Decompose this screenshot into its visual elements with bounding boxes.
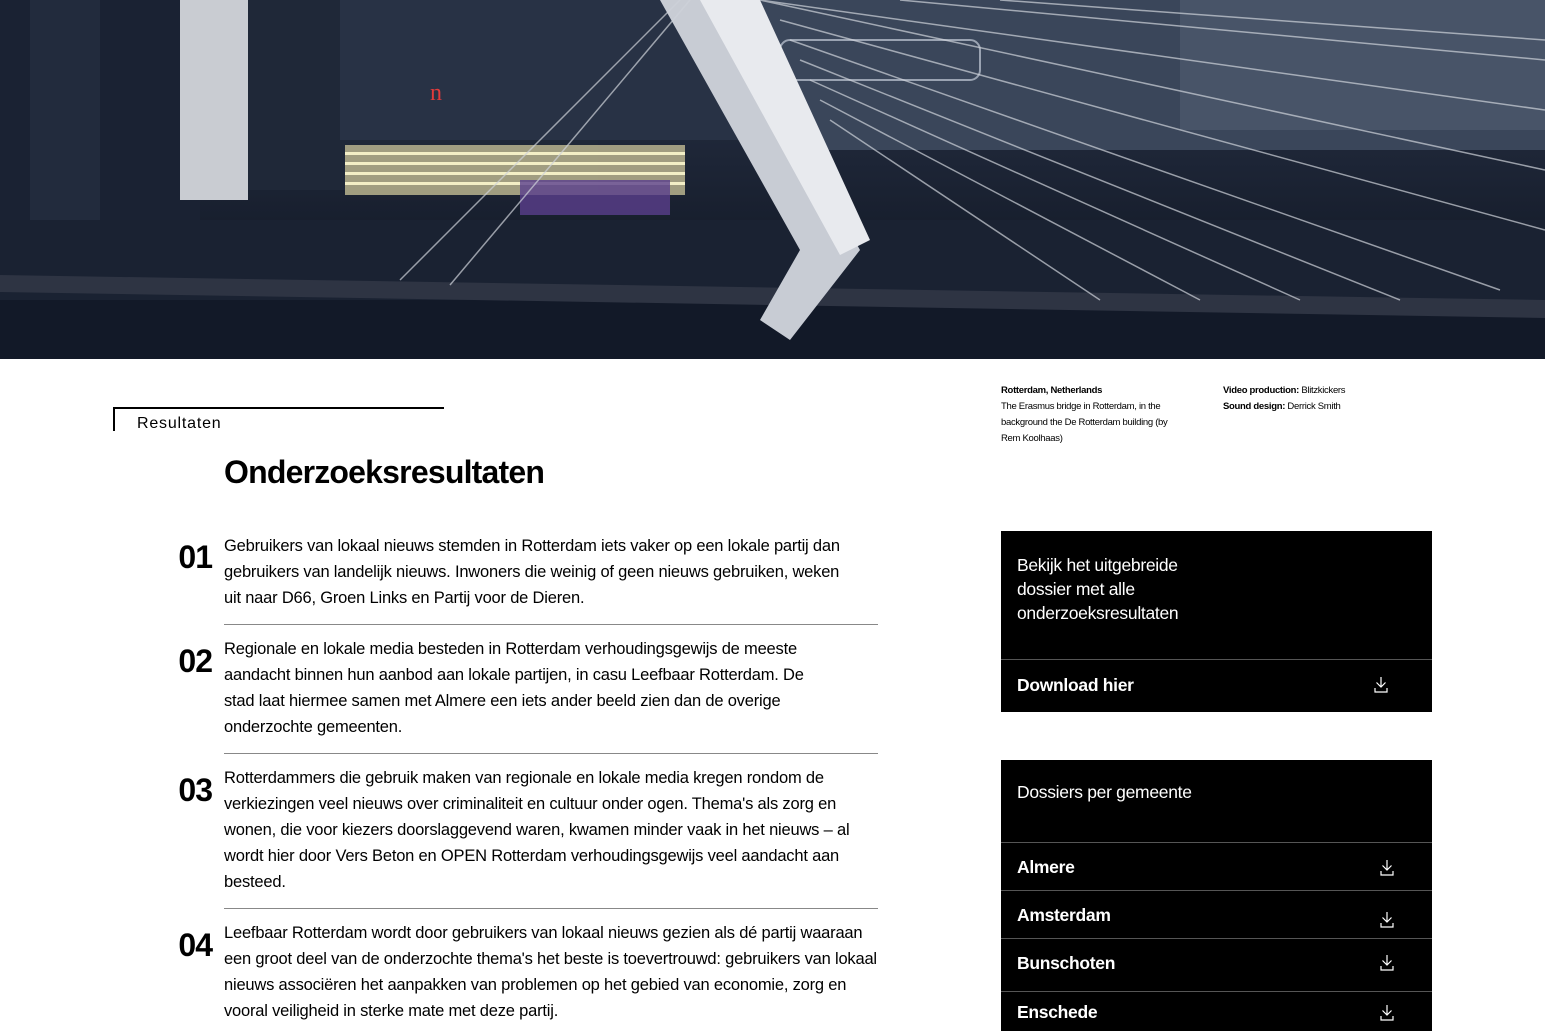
result-item xyxy=(160,625,880,754)
svg-text:n: n xyxy=(430,80,442,106)
hero-illustration xyxy=(0,0,1545,359)
caption-description: The Erasmus bridge in Rotterdam, in the background the De Rotterdam building (by Rem Koolhaas) xyxy=(1001,401,1168,444)
download-icon xyxy=(1380,911,1394,928)
download-dossier-button[interactable] xyxy=(1001,660,1432,712)
result-text: Regionale en lokale media besteden in Rotterdam verhoudingsgewijs de meeste aandacht binnen hun aanbod aan lokale partijen, in casu Leefbaar Rotterdam. De stad laat hiermee samen met Almere een iets ander beeld zien dan de overige onderzochte gemeenten. xyxy=(224,640,804,736)
page-title: Onderzoeksresultaten xyxy=(224,454,545,490)
gemeente-dossiers-box xyxy=(1001,760,1432,1031)
result-number: 01 xyxy=(178,539,212,575)
result-item xyxy=(160,533,880,625)
gemeente-item-almere[interactable] xyxy=(1001,842,1432,890)
hero-image xyxy=(0,0,1545,359)
result-number: 04 xyxy=(178,927,212,963)
result-text: Rotterdammers die gebruik maken van regionale en lokale media kregen rondom de verkiezingen veel nieuws over criminaliteit en cultuur onder ogen. Thema's als zorg en wonen, die voor kiezers doorslaggevend waren, kwamen minder vaak in het nieuws – al wordt hier door Vers Beton en OPEN Rotterdam verhoudingsgewijs veel aandacht aan besteed. xyxy=(224,769,850,891)
download-icon xyxy=(1374,676,1388,693)
sound-design-value: Derrick Smith xyxy=(1287,401,1341,412)
photo-credits xyxy=(1223,383,1423,415)
result-text: Gebruikers van lokaal nieuws stemden in Rotterdam iets vaker op een lokale partij dan gebruikers van landelijk nieuws. Inwoners die weinig of geen nieuws gebruiken, weken uit naar D66, Groen Links en Partij voor de Dieren. xyxy=(224,537,840,607)
gemeente-item-bunschoten[interactable] xyxy=(1001,938,1432,986)
result-number: 02 xyxy=(178,643,212,679)
download-icon xyxy=(1380,1004,1394,1021)
video-production-value: Blitzkickers xyxy=(1301,385,1346,396)
result-item xyxy=(160,754,880,909)
gemeente-item-amsterdam[interactable] xyxy=(1001,890,1432,938)
photo-caption xyxy=(1001,383,1171,447)
section-label-text: Resultaten xyxy=(137,415,222,432)
gemeente-item-enschede[interactable] xyxy=(1001,991,1432,1031)
download-label: Download hier xyxy=(1017,675,1134,695)
result-item xyxy=(160,909,880,1029)
gemeente-label: Enschede xyxy=(1017,1002,1098,1022)
dossier-intro: Bekijk het uitgebreide dossier met alle onderzoeksresultaten xyxy=(1017,555,1179,623)
section-label xyxy=(113,407,444,431)
download-icon xyxy=(1380,954,1394,971)
result-number: 03 xyxy=(178,772,212,808)
caption-location: Rotterdam, Netherlands xyxy=(1001,385,1103,396)
dossier-download-box xyxy=(1001,531,1432,712)
gemeente-label: Bunschoten xyxy=(1017,953,1116,973)
result-text: Leefbaar Rotterdam wordt door gebruikers van lokaal nieuws gezien als dé partij waaraan een groot deel van de onderzochte thema's het beste is toevertrouwd: gebruikers van lokaal nieuws associëren het aanpakken van problemen op het gebied van economie, zorg en vooral veiligheid in sterke mate met deze partij. xyxy=(224,924,877,1020)
video-production-label: Video production: xyxy=(1223,385,1299,396)
sound-design-label: Sound design: xyxy=(1223,401,1286,412)
gemeente-intro: Dossiers per gemeente xyxy=(1017,782,1192,802)
download-icon xyxy=(1380,859,1394,876)
gemeente-label: Almere xyxy=(1017,857,1075,877)
gemeente-label: Amsterdam xyxy=(1017,905,1111,925)
results-list xyxy=(160,533,880,1029)
